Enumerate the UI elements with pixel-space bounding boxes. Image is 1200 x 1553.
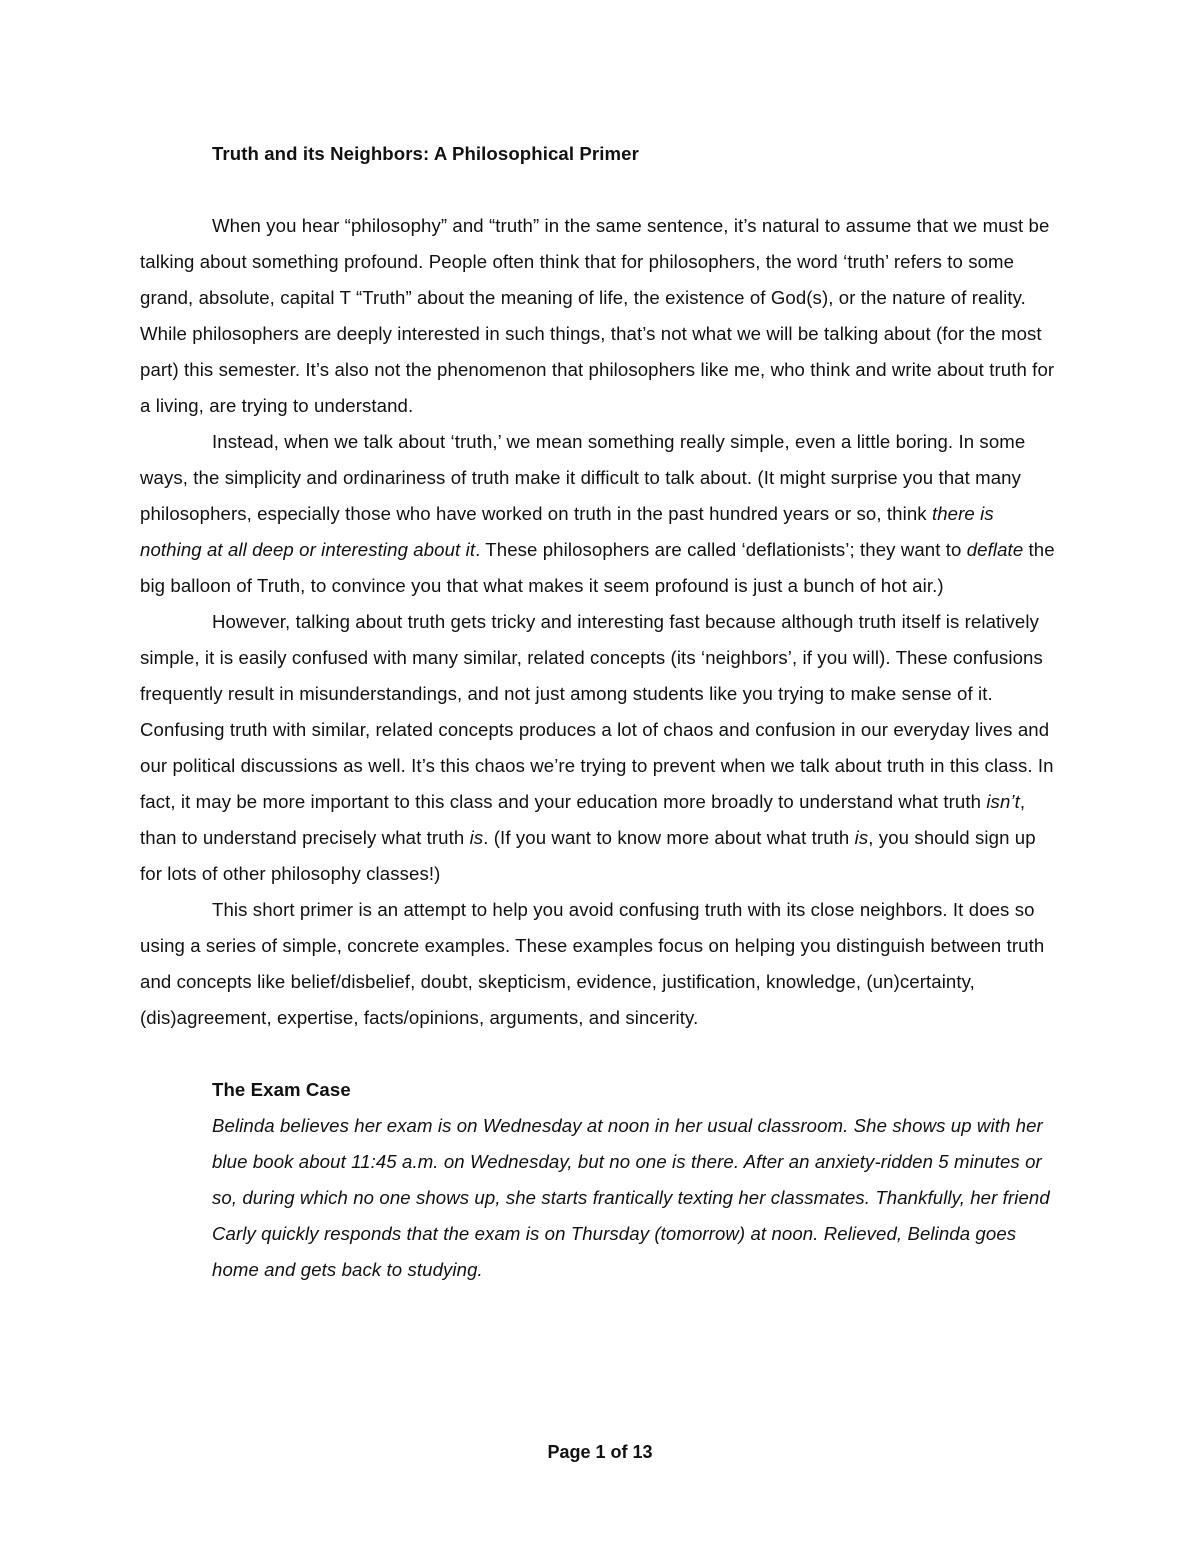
paragraph-text: When you hear “philosophy” and “truth” in the same sentence, it’s natural to assume that we must be talking about something profound. People often think that for philosophers, the word ‘truth’ refers to some grand, absolute, capital T “Truth” about the meaning of life, the existence of God(s), or the nature of reality. While philosophers are deeply interested in such things, that’s not what we will be talking about (for the most part) this semester. It’s also not the phenomenon that philosophers like me, who think and write about truth for a living, are trying to understand. xyxy=(140,215,1055,416)
document-body xyxy=(140,136,1060,1288)
paragraph-text: However, talking about truth gets tricky and interesting fast because although truth itself is relatively simple, it is easily confused with many similar, related concepts (its ‘neighbors’, if you will). These confusions frequently result in misunderstandings, and not just among students like you trying to make sense of it. Confusing truth with similar, related concepts produces a lot of chaos and confusion in our everyday lives and our political discussions as well. It’s this chaos we’re trying to prevent when we talk about truth in this class. In fact, it may be more important to this class and your education more broadly to understand what truth xyxy=(140,611,1054,812)
paragraph-text: This short primer is an attempt to help you avoid confusing truth with its close neighbors. It does so using a series of simple, concrete examples. These examples focus on helping you distinguish between truth and concepts like belief/disbelief, doubt, skepticism, evidence, justification, knowledge, (un)certainty, (dis)agreement, expertise, facts/opinions, arguments, and sincerity. xyxy=(140,899,1045,1028)
document-title: Truth and its Neighbors: A Philosophical Primer xyxy=(212,143,639,164)
emphasis-text: isn’t xyxy=(986,791,1020,812)
paragraph-text: , you should sign up for lots of other philosophy classes!) xyxy=(140,827,1036,884)
paragraph-text: the big balloon of Truth, to convince you that what makes it seem profound is just a bunch of hot air.) xyxy=(140,539,1055,596)
emphasis-text: there is nothing at all deep or interesting about it xyxy=(140,503,994,560)
paragraph-text: . These philosophers are called ‘deflationists’; they want to xyxy=(475,539,967,560)
case-text: Belinda believes her exam is on Wednesday at noon in her usual classroom. She shows up with her blue book about 11:45 a.m. on Wednesday, but no one is there. After an anxiety-ridden 5 minutes or so, during which no one shows up, she starts frantically texting her classmates. Thankfully, her friend Carly quickly responds that the exam is on Thursday (tomorrow) at noon. Relieved, Belinda goes home and gets back to studying. xyxy=(212,1115,1050,1280)
exam-case-section xyxy=(140,1072,1060,1288)
case-heading: The Exam Case xyxy=(212,1079,351,1100)
paragraph-intro xyxy=(140,208,1060,424)
paragraph-instead xyxy=(140,424,1060,604)
emphasis-text: is xyxy=(469,827,484,848)
paragraph-primer xyxy=(140,892,1060,1036)
paragraph-text: , than to understand precisely what truth xyxy=(140,791,1026,848)
page-number: Page 1 of 13 xyxy=(547,1442,653,1462)
emphasis-text: is xyxy=(854,827,869,848)
paragraph-however xyxy=(140,604,1060,892)
paragraph-text: . (If you want to know more about what truth xyxy=(483,827,855,848)
emphasis-text: deflate xyxy=(966,539,1024,560)
paragraph-text: Instead, when we talk about ‘truth,’ we mean something really simple, even a little boring. In some ways, the simplicity and ordinariness of truth make it difficult to talk about. (It might surprise you that many philosophers, especially those who have worked on truth in the past hundred years or so, think xyxy=(140,431,1026,524)
